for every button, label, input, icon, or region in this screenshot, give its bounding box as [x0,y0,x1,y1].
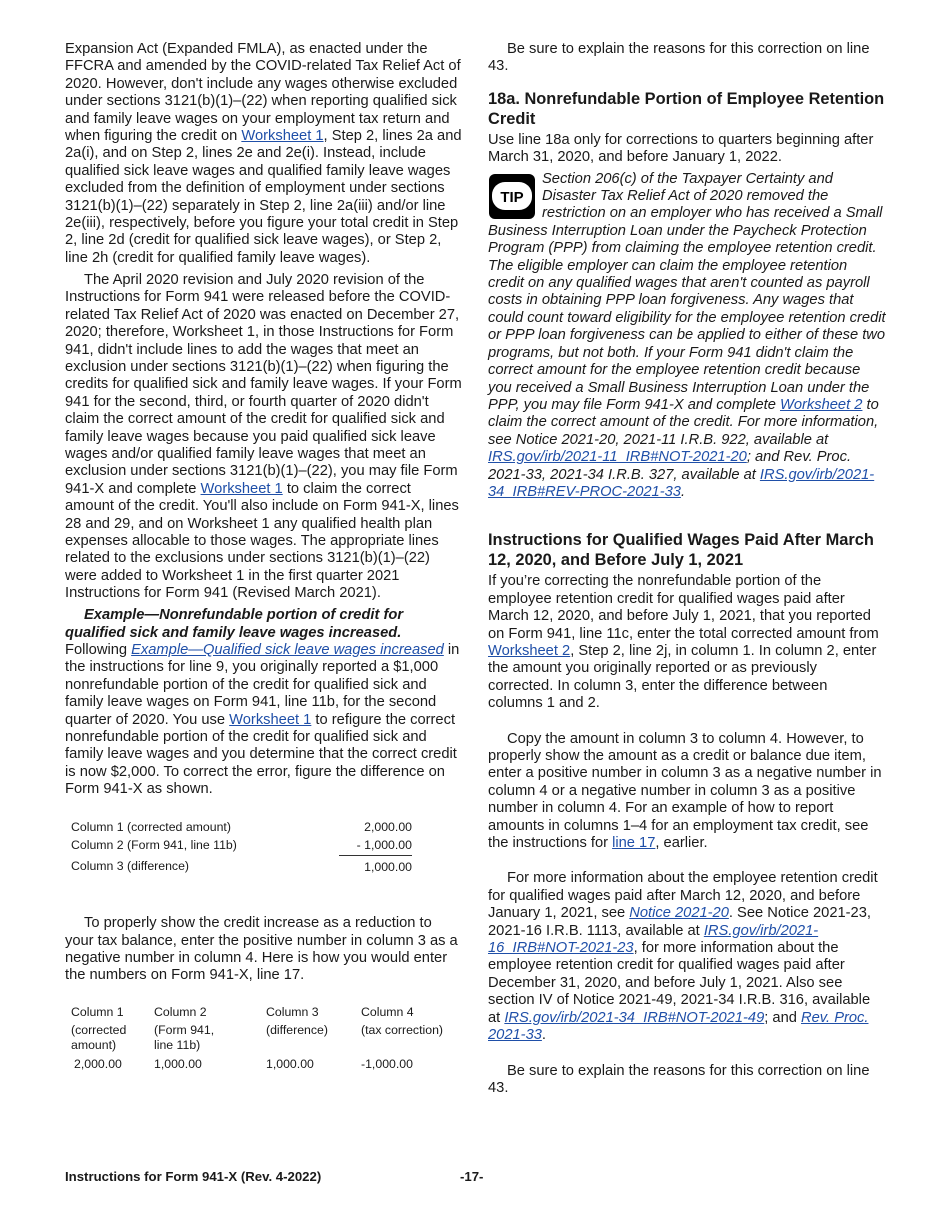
column-table [71,1005,443,1073]
notice-2021-20-url-link[interactable]: IRS.gov/irb/2021-11_IRB#NOT-2021-20 [488,449,747,466]
svg-text:TIP: TIP [500,188,524,206]
worksheet-1-link[interactable]: Worksheet 1 [241,128,324,145]
paragraph-explain-reasons: Be sure to explain the reasons for this correction on line 43. [488,41,870,75]
amount-table [71,819,412,877]
table-row: (corrected (Form 941, (difference) (tax correction) [71,1022,444,1037]
worksheet-1-link-3[interactable]: Worksheet 1 [229,711,312,728]
paragraph-credit-increase: To properly show the credit increase as a reduction to your tax balance, enter the positive number in column 3 as a negative number in column 4. Here is how you would enter the numbers on Form 941-X, line 17. [65,915,458,984]
example-paragraph: Example—Nonrefundable portion of credit for qualified sick and family leave wages increased. Following Example—Qualified sick leave wages increased in the instructions for line 9, you originally reported a $1,000 nonrefundable portion of the credit for qualified sick and family leave wages on Form 941, line 11b, for the second quarter of 2020. You use Worksheet 1 to refigure the correct nonrefundable portion of the credit for qualified sick and family leave wages and you determine that the correct credit is now $2,000. To correct the error, figure the difference on Form 941-X as shown. [65,607,460,798]
tip-text: Section 206(c) of the Taxpayer Certainty and Disaster Tax Relief Act of 2020 removed the restriction on an employer who has received a Small Business Interruption Loan under the Paycheck Protection Program (PPP) from claiming the employee retention credit. The eligible employer can claim the employee retention credit on any qualified wages that aren't counted as payroll costs in obtaining PPP loan forgiveness. Any wages that could count toward eligibility for the employee retention credit or PPP loan forgiveness can be applied to either of these two programs, but not both. If your Form 941 didn't claim the correct amount for the employee retention credit because you received a Small Business Interruption Loan under the PPP, you may file Form 941-X and complete Worksheet 2 to claim the correct amount of the credit. For more information, see Notice 2021-20, 2021-11 I.R.B. 922, available at IRS.gov/irb/2021-11_IRB#NOT-2021-20; and Rev. Proc. 2021-33, 2021-34 I.R.B. 327, available at IRS.gov/irb/2021-34_IRB#REV-PROC-2021-33. [488,170,886,500]
example-title: Example—Nonrefundable portion of credit for qualified sick and family leave wages increased. [65,607,404,641]
right-column [488,41,886,1097]
table-row: amount) line 11b) [71,1038,201,1053]
left-column [65,41,463,1073]
table-row: Column 1 Column 2 Column 3 Column 4 [71,1004,414,1019]
example-sick-leave-link[interactable]: Example—Qualified sick leave wages increased [131,642,444,658]
worksheet-2-link-2[interactable]: Worksheet 2 [488,642,571,659]
table-row: 2,000.00 1,000.00 1,000.00 -1,000.00 [74,1057,413,1072]
section-heading-qualified-wages: Instructions for Qualified Wages Paid After March 12, 2020, and Before July 1, 2021 [488,531,874,570]
paragraph-correcting: If you’re correcting the nonrefundable portion of the employee retention credit for qualified wages paid after March 12, 2020, and before July 1, 2021, that you reported on Form 941, line 11c, enter the total corrected amount from Worksheet 2, Step 2, line 2j, in column 1. In column 2, enter the amount you originally reported or as previously corrected. In column 3, enter the difference between columns 1 and 2. [488,573,879,712]
notice-2021-20-link[interactable]: Notice 2021-20 [629,905,729,922]
line-17-link[interactable]: line 17 [612,835,656,852]
paragraph-more-info: For more information about the employee retention credit for qualified wages paid after March 12, 2020, and before January 1, 2021, see Notice 2021-20. See Notice 2021-23, 2021-16 I.R.B. 1113, available at IRS.gov/irb/2021-16_IRB#NOT-2021-23, for more information about the employee retention credit for qualified wages paid after December 31, 2020, and before July 1, 2021. Also see section IV of Notice 2021-49, 2021-34 I.R.B. 316, available at IRS.gov/irb/2021-34_IRB#NOT-2021-49; and Rev. Proc. 2021-33. [488,870,878,1044]
paragraph-18a-usage: Use line 18a only for corrections to quarters beginning after March 31, 2020, and before January 1, 2022. [488,131,874,166]
paragraph-revision: The April 2020 revision and July 2020 revision of the Instructions for Form 941 were released before the COVID-related Tax Relief Act of 2020 was enacted on December 27, 2020; therefore, Worksheet 1, in those Instructions for Form 941, didn't include lines to add the wages that meet an exclusion under sections 3121(b)(1)–(22) when figuring the credits for qualified sick and family leave wages. If your Form 941 for the second, third, or fourth quarter of 2020 didn't claim the correct amount of the credit for qualified sick and family leave wages because you paid qualified sick leave wages and/or qualified family leave wages that meet an exclusion under sections 3121(b)(1)–(22), you may file Form 941-X and complete Worksheet 1 to claim the correct amount of the credit. You'll also include on Form 941-X, lines 28 and 29, and on Worksheet 1 any qualified health plan expenses allocable to those wages. The appropriate lines related to the exclusions under sections 3121(b)(1)–(22) were added to Worksheet 1 in the first quarter 2021 Instructions for Form 941 (Revised March 2021). [65,271,462,602]
section-heading-18a: 18a. Nonrefundable Portion of Employee Retention Credit [488,89,885,128]
footer-title: Instructions for Form 941-X (Rev. 4-2022) [65,1169,322,1184]
notice-2021-49-link[interactable]: IRS.gov/irb/2021-34_IRB#NOT-2021-49 [504,1009,765,1026]
paragraph-fmla: Expansion Act (Expanded FMLA), as enacted under the FFCRA and amended by the COVID-related Tax Relief Act of 2020. However, don't include any wages otherwise excluded under sections 3121(b)(1)–(22) when reporting qualified sick and family leave wages on your employment tax return and when figuring the credit on Worksheet 1, Step 2, lines 2a and 2a(i), and on Step 2, lines 2e and 2e(i). Instead, include qualified sick leave wages and qualified family leave wages excluded from the definition of employment under sections 3121(b)(1)–(22) separately in Step 2, line 2a(iii) and/or line 2e(iii), respectively, before you figure your total credit in Step 2, line 2d (credit for qualified sick leave wages), or Step 2, line 2h (credit for qualified family leave wages). [65,41,462,266]
table-row: Column 3 (difference) 1,000.00 [71,859,412,874]
paragraph-explain-reasons-2: Be sure to explain the reasons for this correction on line 43. [488,1062,870,1096]
page-number: -17- [460,1169,484,1184]
table-row: Column 2 (Form 941, line 11b) - 1,000.00 [71,837,412,856]
worksheet-2-link[interactable]: Worksheet 2 [779,396,863,413]
paragraph-copy-amount: Copy the amount in column 3 to column 4. However, to properly show the amount as a credit or balance due item, enter a positive number in column 3 as a negative number in column 4 or a negative number in column 3 as a positive number in column 4. For an example of how to report amounts in columns 1–4 for an employment tax credit, see the instructions for line 17, earlier. [488,730,882,852]
notice-2021-23-link[interactable]: IRS.gov/irb/2021-16_IRB#NOT-2021-23 [488,922,819,957]
tip-icon [488,173,536,220]
worksheet-1-link-2[interactable]: Worksheet 1 [200,480,283,497]
tip-block [488,171,886,502]
rev-proc-link[interactable]: Rev. Proc. 2021-33 [488,1009,869,1044]
table-row: Column 1 (corrected amount) 2,000.00 [71,820,412,835]
rev-proc-2021-33-url-link[interactable]: IRS.gov/irb/2021-34_IRB#REV-PROC-2021-33 [488,466,875,500]
